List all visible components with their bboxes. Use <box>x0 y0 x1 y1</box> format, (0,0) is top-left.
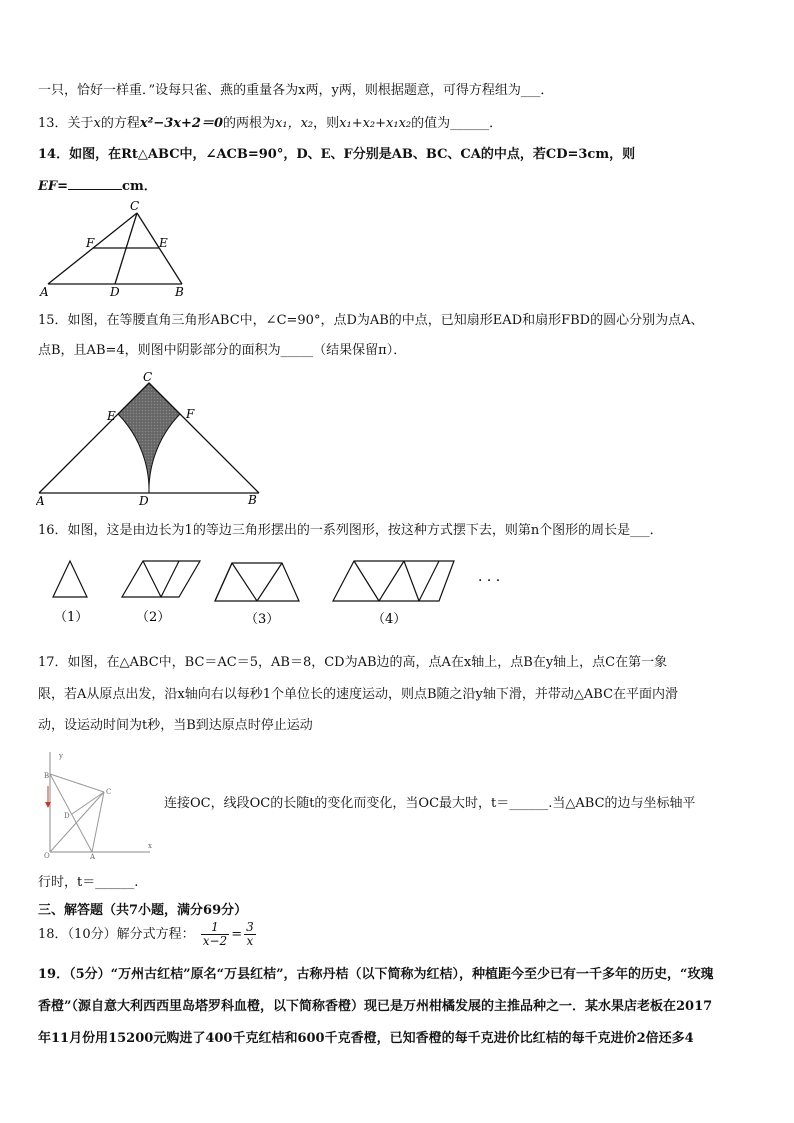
q19-line1: 19．（5分）“万州古红桔”原名“万县红桔”，古称丹桔（以下简称为红桔），种植距今至少已有一千多年的历史，“玫瑰 <box>38 967 714 982</box>
q14-ef-label: EF= <box>38 179 69 194</box>
q19-line2: 香橙”（源自意大利西西里岛塔罗科血橙，以下简称香橙）现已是万州柑橘发展的主推品种之一．某水果店老板在2017 <box>38 999 713 1014</box>
q13-equation: x²−3x+2＝0 <box>139 116 224 131</box>
q17-figure <box>38 748 158 860</box>
q17-line3: 动，设运动时间为t秒，当B到达原点时停止运动 <box>38 718 313 733</box>
q14-label-e: E <box>159 236 168 250</box>
q17-label-d: D <box>64 812 70 820</box>
q16-figure-2 <box>122 561 200 597</box>
q13-text <box>38 115 502 133</box>
q14-label-a: A <box>40 285 49 299</box>
q16-figure-1 <box>53 561 87 597</box>
q15-label-a: A <box>36 494 45 508</box>
q17-line1: 17．如图，在△ABC中，BC＝AC＝5，AB＝8，CD为AB边的高，点A在x轴上，点B在y轴上，点C在第一象 <box>38 655 668 670</box>
q16-figures <box>36 555 596 635</box>
q17-line2: 限，若A从原点出发，沿x轴向右以每秒1个单位长的速度运动，则点B随之沿y轴下滑，并带动△ABC在平面内滑 <box>38 687 679 702</box>
q17-label-b: B <box>44 772 50 780</box>
q13-mid3: ，则 <box>313 116 340 131</box>
q17-side-text: 连接OC，线段OC的长随t的变化而变化，当OC最大时，t＝______.当△ABC的边与坐标轴平 <box>164 796 696 811</box>
q13-expr: x₁+x₂+x₁x₂ <box>339 116 412 131</box>
q14-label-c: C <box>130 200 140 213</box>
q18-rhs-num: 3 <box>246 920 254 934</box>
q14-line2 <box>38 176 157 196</box>
q18-line <box>38 920 258 950</box>
q18-prefix: 18．（10分）解分式方程： <box>38 927 195 942</box>
q17-line4: 行时，t＝______. <box>38 875 139 890</box>
q14-figure <box>36 200 196 300</box>
q16-figure-3 <box>215 563 299 601</box>
q13-roots: x₁，x₂ <box>275 116 314 131</box>
q15-label-e: E <box>107 409 116 423</box>
q16-figure-4 <box>333 561 454 601</box>
q16-line1: 16．如图，这是由边长为1的等边三角形摆出的一系列图形，按这种方式摆下去，则第n个图形的周长是___． <box>38 523 663 538</box>
q16-caption-1: （1） <box>54 610 89 625</box>
q15-line1: 15．如图，在等腰直角三角形ABC中，∠C=90°，点D为AB的中点，已知扇形EAD和扇形FBD的圆心分别为点A、 <box>38 313 704 328</box>
q15-figure <box>36 370 266 508</box>
q14-unit: cm． <box>122 179 157 194</box>
q18-equals: = <box>231 927 243 942</box>
q13-suffix: 的值为______． <box>411 116 503 131</box>
q18-lhs-fraction <box>201 921 229 948</box>
q18-rhs-fraction <box>244 921 256 948</box>
q13-var: x <box>93 116 101 131</box>
q17-label-y: y <box>59 752 63 760</box>
q14-label-d: D <box>110 285 120 299</box>
q14-label-b: B <box>175 285 184 299</box>
q14-label-f: F <box>86 236 95 250</box>
q13-mid: 的方程 <box>100 116 140 131</box>
section3-heading: 三、解答题（共7小题，满分69分） <box>38 903 248 918</box>
q15-label-c: C <box>143 370 153 384</box>
q19-line3: 年11月份用15200元购进了400千克红桔和600千克香橙，已知香橙的每千克进价比红桔的每千克进价2倍还多4 <box>38 1031 694 1046</box>
q16-ellipsis: · · · <box>478 573 501 589</box>
q15-label-f: F <box>186 407 195 421</box>
q16-caption-2: （2） <box>136 610 171 625</box>
q16-caption-4: （4） <box>372 612 407 627</box>
q17-label-o: O <box>44 852 50 860</box>
q15-line2: 点B，且AB=4，则图中阴影部分的面积为_____（结果保留π）． <box>38 343 407 358</box>
q17-label-c: C <box>106 788 112 796</box>
q14-answer-blank <box>68 176 122 190</box>
q13-mid2: 的两根为 <box>223 116 276 131</box>
q17-label-a: A <box>90 853 96 860</box>
q18-lhs-den: x−2 <box>202 934 228 948</box>
q15-label-d: D <box>139 494 149 508</box>
q14-line1: 14．如图，在Rt△ABC中，∠ACB=90°，D、E、F分别是AB、BC、CA的中点，若CD=3cm，则 <box>38 147 636 162</box>
q13-prefix: 13．关于 <box>38 116 94 131</box>
q17-label-x: x <box>148 842 152 850</box>
q16-caption-3: （3） <box>245 612 280 627</box>
q18-rhs-den: x <box>246 934 254 948</box>
q15-label-b: B <box>248 493 257 507</box>
q12-tail: 一只，恰好一样重．”设每只雀、燕的重量各为x两，y两，则根据题意，可得方程组为___． <box>38 83 554 98</box>
q18-lhs-num: 1 <box>201 921 229 935</box>
